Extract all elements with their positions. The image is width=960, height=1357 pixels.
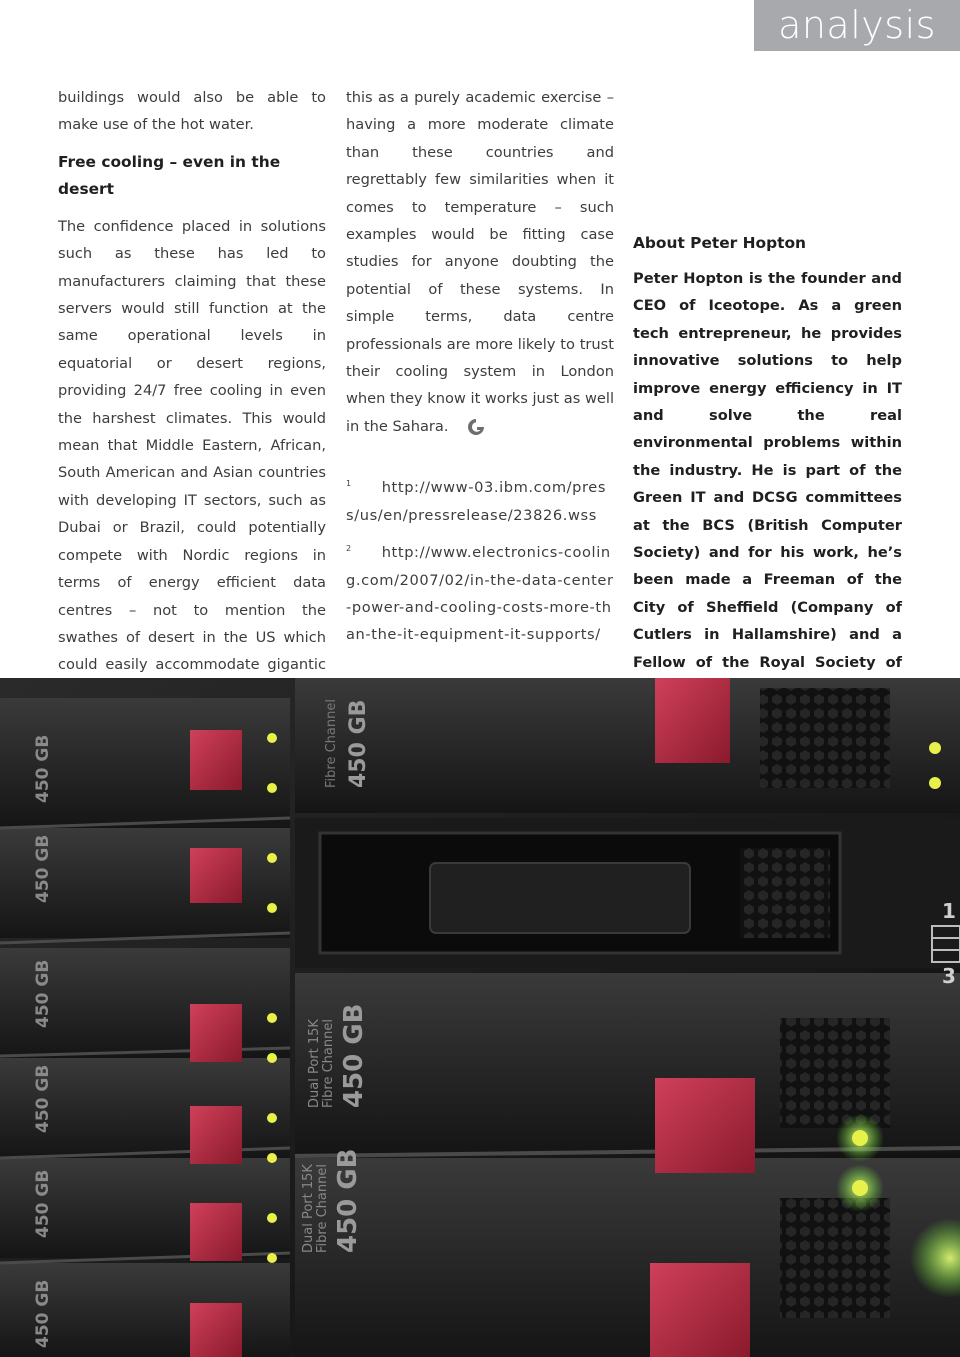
drive-label: 450 GB xyxy=(33,1279,53,1348)
drive-label: 450 GB xyxy=(33,834,53,903)
drive-bay-top xyxy=(295,678,960,813)
footnote-2[interactable]: $^2$ http://www.electronics-cooling.com/2007/02/in-the-data-center-power-and-cooling-costs-more-than-the-it-equipment-it-supports/ xyxy=(346,544,614,644)
drive-label: 450 GB xyxy=(333,1148,363,1253)
drive-label: Fibre Channel xyxy=(315,1164,330,1253)
rack-number: 1 xyxy=(942,899,956,923)
article-column-1 xyxy=(58,84,326,754)
author-bio xyxy=(633,230,902,741)
drive-label: 450 GB xyxy=(33,959,53,1028)
drive-label: 450 GB xyxy=(346,699,371,788)
drive-label: Fibre Channel xyxy=(321,1019,336,1108)
author-bio-heading: About Peter Hopton xyxy=(633,234,806,252)
section-heading: Free cooling – even in the desert xyxy=(58,152,281,198)
section-tab: analysis xyxy=(754,0,960,51)
drive-label: 450 GB xyxy=(33,1169,53,1238)
drive-label: Dual Port 15K xyxy=(301,1164,316,1253)
footnote-1[interactable]: $^1$ http://www-03.ibm.com/press/us/en/pressrelease/23826.wss xyxy=(346,479,607,524)
paragraph: The confidence placed in solutions such as these has led to manufacturers claiming that these servers would still function at the same operational levels in equatorial or desert regions, providing 24/7 free cooling in even the harshest climates. This would mean that Middle Eastern, African, South American and Asian countries with developing IT sectors, such as Dubai or Brazil, could potentially compete with Nordic regions in terms of energy efficient data centres – not to mention the swathes of desert in the US which could easily accommodate gigantic xyxy=(58,217,326,674)
empty-drive-bay xyxy=(295,818,960,968)
paragraph: buildings would also be able to make use of the hot water. xyxy=(58,89,326,134)
drive-label: 450 GB xyxy=(33,734,53,803)
drive-label: 450 GB xyxy=(33,1064,53,1133)
server-rack-illustration xyxy=(0,678,960,1357)
author-bio-text: Peter Hopton is the founder and CEO of Iceotope. As a green tech entrepreneur, he provides innovative solutions to help improve energy efficiency in IT and solve the real environmental problems within the industry. He is part of the Green IT and DCSG committees at the BCS (British Computer Society) and for his work, he’s been made a Freeman of the City of Sheffield (Company of Cutlers in Hallamshire) and a Fellow of the Royal Society of xyxy=(633,270,902,671)
server-rack-photo xyxy=(0,678,960,1357)
drive-label: 450 GB xyxy=(339,1003,369,1108)
drive-label: Fibre Channel xyxy=(324,699,339,788)
rack-number: 3 xyxy=(942,964,956,988)
footnotes xyxy=(346,474,614,648)
drive-label: Dual Port 15K xyxy=(307,1019,322,1108)
end-of-article-icon xyxy=(465,416,487,438)
paragraph: this as a purely academic exercise – having a more moderate climate than these countries and regrettably few similarities when it comes to temperature – such examples would be fitting case studies for anyone doubting the potential of these systems. In simple terms, data centre professionals are more likely to trust their cooling system in London when they know it works just as well in the Sahara. xyxy=(346,84,614,440)
article-column-2 xyxy=(346,84,614,659)
